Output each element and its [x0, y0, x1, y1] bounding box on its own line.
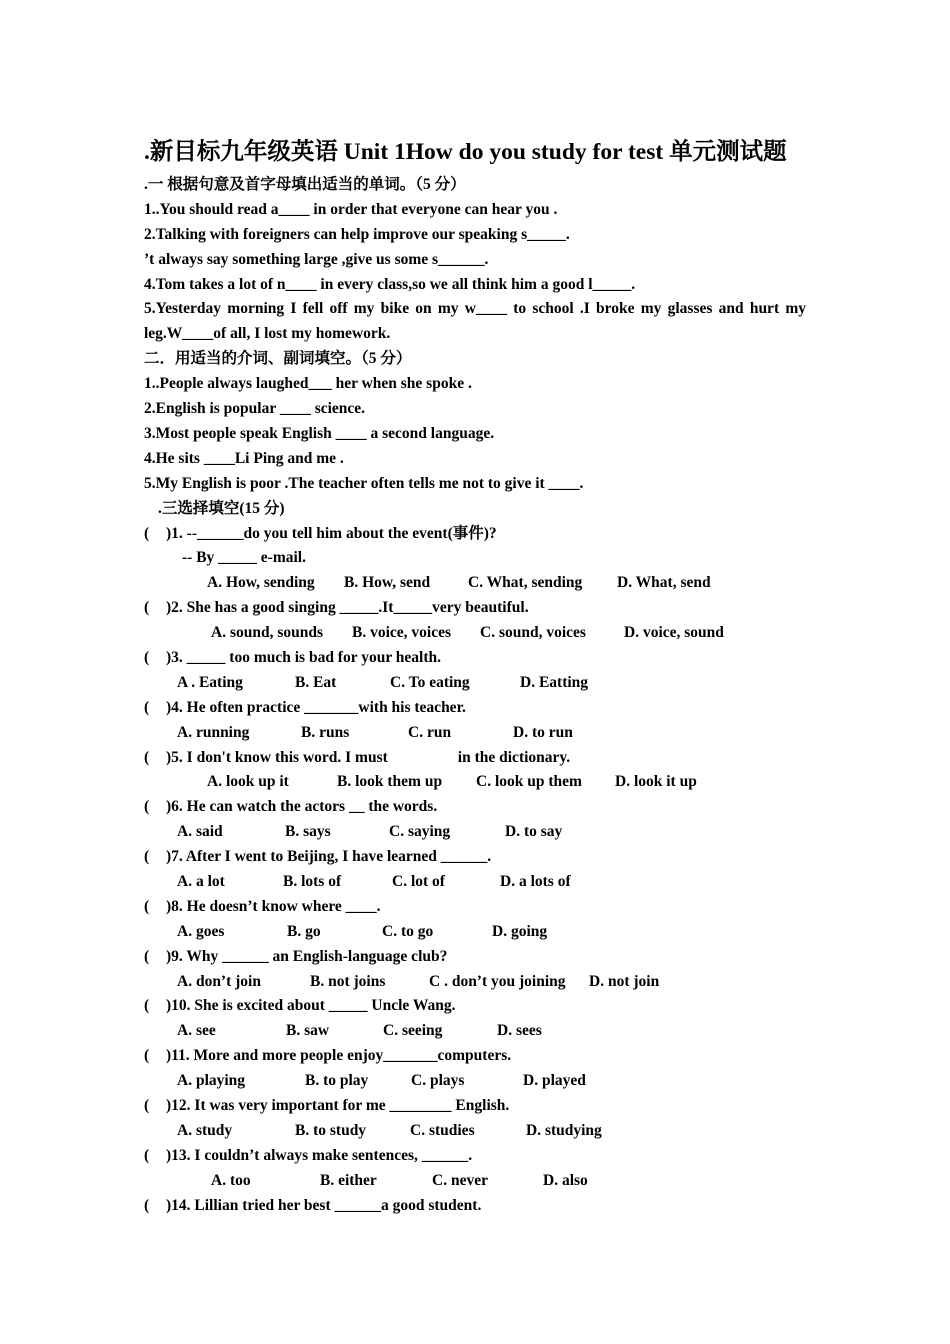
question-11 — [144, 1044, 806, 1069]
question-13 — [144, 1144, 806, 1169]
option-a: A. too — [211, 1171, 251, 1189]
option-a: A. a lot — [177, 872, 225, 890]
option-d: D. played — [523, 1072, 586, 1090]
option-b: B. says — [285, 823, 331, 841]
option-d: D. voice, sound — [624, 624, 724, 642]
question-text: )11. More and more people enjoy_______computers. — [166, 1047, 512, 1065]
option-a: A. don’t join — [177, 972, 261, 990]
option-d: D. Eatting — [520, 673, 589, 691]
option-b: B. How, send — [344, 574, 431, 592]
option-c: C. look up them — [476, 773, 582, 791]
option-a: A. sound, sounds — [211, 624, 324, 642]
answer-bracket: ( — [144, 1096, 150, 1114]
question-text: )8. He doesn’t know where ____. — [166, 897, 381, 915]
question-12-options — [144, 1119, 806, 1144]
question-text: )9. Why ______ an English-language club? — [166, 947, 448, 965]
question-text: )6. He can watch the actors __ the words. — [166, 798, 438, 816]
option-a: A. study — [177, 1121, 233, 1139]
option-b: B. either — [320, 1171, 377, 1189]
section1-item: 1..You should read a____ in order that everyone can hear you . — [144, 200, 558, 218]
section2-item: 3.Most people speak English ____ a second language. — [144, 424, 495, 442]
answer-bracket: ( — [144, 748, 150, 766]
option-d: D. not join — [589, 972, 660, 990]
section3-heading: .三选择填空(15 分) — [158, 499, 285, 517]
question-1 — [144, 522, 806, 547]
question-8 — [144, 895, 806, 920]
answer-bracket: ( — [144, 1047, 150, 1065]
answer-bracket: ( — [144, 524, 150, 542]
question-2-options — [144, 621, 806, 646]
answer-bracket: ( — [144, 897, 150, 915]
option-a: A . Eating — [177, 673, 243, 691]
question-4-options — [144, 721, 806, 746]
option-a: A. running — [177, 723, 250, 741]
option-c: C . don’t you joining — [429, 972, 566, 990]
question-3-options — [144, 671, 806, 696]
question-text: )1. --______do you tell him about the event(事件)? — [166, 524, 497, 542]
option-a: A. look up it — [207, 773, 289, 791]
section2-item: 1..People always laughed___ her when she spoke . — [144, 375, 472, 393]
option-c: C. plays — [411, 1072, 465, 1090]
option-c: C. to go — [382, 922, 434, 940]
question-13-options — [144, 1169, 806, 1194]
question-text-tail: in the dictionary. — [457, 748, 571, 766]
question-5 — [144, 746, 806, 771]
section2-item: 2.English is popular ____ science. — [144, 400, 366, 418]
answer-bracket: ( — [144, 1196, 150, 1214]
option-c: C. What, sending — [468, 574, 583, 592]
question-6-options — [144, 820, 806, 845]
question-11-options — [144, 1069, 806, 1094]
option-d: D. a lots of — [500, 872, 571, 890]
option-b: B. voice, voices — [352, 624, 452, 642]
answer-bracket: ( — [144, 1146, 150, 1164]
answer-bracket: ( — [144, 997, 150, 1015]
question-9-options — [144, 970, 806, 995]
option-d: D. studying — [526, 1121, 602, 1139]
question-text: )13. I couldn’t always make sentences, ______. — [166, 1146, 473, 1164]
question-14 — [144, 1194, 806, 1219]
question-8-options — [144, 920, 806, 945]
question-text: )4. He often practice _______with his teacher. — [166, 698, 466, 716]
option-c: C. lot of — [392, 872, 445, 890]
option-d: D. sees — [497, 1022, 542, 1040]
question-6 — [144, 795, 806, 820]
question-text: )12. It was very important for me ________ English. — [166, 1096, 510, 1114]
option-b: B. to study — [295, 1121, 367, 1139]
question-4 — [144, 696, 806, 721]
option-b: B. go — [287, 922, 321, 940]
option-c: C. never — [432, 1171, 488, 1189]
question-text: )3. _____ too much is bad for your health. — [166, 648, 442, 666]
section2-heading: 二．用适当的介词、副词填空。（5 分） — [144, 350, 412, 368]
option-c: C. sound, voices — [480, 624, 586, 642]
section1-item: ’t always say something large ,give us some s______. — [144, 250, 489, 268]
option-d: D. look it up — [615, 773, 697, 791]
option-b: B. lots of — [283, 872, 342, 890]
answer-bracket: ( — [144, 698, 150, 716]
option-b: B. look them up — [337, 773, 443, 791]
option-c: C. saying — [389, 823, 451, 841]
option-d: D. going — [492, 922, 548, 940]
option-b: B. saw — [286, 1022, 330, 1040]
document-title: .新目标九年级英语 Unit 1How do you study for test 单元测试题 — [144, 139, 787, 165]
option-b: B. not joins — [310, 972, 386, 990]
option-a: A. playing — [177, 1072, 246, 1090]
question-text: )5. I don't know this word. I must — [166, 748, 388, 766]
answer-bracket: ( — [144, 947, 150, 965]
answer-bracket: ( — [144, 648, 150, 666]
section2-item: 4.He sits ____Li Ping and me . — [144, 449, 344, 467]
question-7-options — [144, 870, 806, 895]
option-d: D. also — [543, 1171, 588, 1189]
option-a: A. goes — [177, 922, 225, 940]
option-c: C. run — [408, 723, 452, 741]
question-2 — [144, 596, 806, 621]
option-a: A. see — [177, 1022, 216, 1040]
option-d: D. What, send — [617, 574, 711, 592]
section1-item: 4.Tom takes a lot of n____ in every class,so we all think him a good l_____. — [144, 275, 636, 293]
question-10-options — [144, 1019, 806, 1044]
question-1-options — [144, 571, 806, 596]
section1-heading: .一 根据句意及首字母填出适当的单词。（5 分） — [144, 176, 466, 193]
option-c: C. seeing — [383, 1022, 443, 1040]
section1-item: 2.Talking with foreigners can help improve our speaking s_____. — [144, 225, 570, 243]
option-a: A. said — [177, 823, 223, 841]
option-b: B. Eat — [295, 673, 337, 691]
question-5-options — [144, 770, 806, 795]
option-d: D. to run — [513, 723, 573, 741]
document-body — [144, 173, 806, 1218]
section1-item: 5.Yesterday morning I fell off my bike on my w____ to school .I broke my glasses and hurt my leg.W____of all, I lost my homework. — [144, 300, 806, 343]
question-text: )10. She is excited about _____ Uncle Wang. — [166, 997, 456, 1015]
answer-bracket: ( — [144, 599, 150, 617]
question-text: )7. After I went to Beijing, I have learned ______. — [166, 848, 492, 866]
option-b: B. runs — [301, 723, 350, 741]
question-7 — [144, 845, 806, 870]
question-3 — [144, 646, 806, 671]
question-text: )2. She has a good singing _____.It_____very beautiful. — [166, 599, 529, 617]
option-d: D. to say — [505, 823, 563, 841]
question-12 — [144, 1094, 806, 1119]
option-c: C. To eating — [390, 673, 470, 691]
answer-bracket: ( — [144, 798, 150, 816]
question-1-followup: -- By _____ e-mail. — [182, 549, 306, 567]
question-9 — [144, 945, 806, 970]
option-c: C. studies — [410, 1121, 475, 1139]
answer-bracket: ( — [144, 848, 150, 866]
option-a: A. How, sending — [207, 574, 315, 592]
question-10 — [144, 994, 806, 1019]
question-text: )14. Lillian tried her best ______a good student. — [166, 1196, 482, 1214]
option-b: B. to play — [305, 1072, 369, 1090]
section2-item: 5.My English is poor .The teacher often tells me not to give it ____. — [144, 474, 584, 492]
